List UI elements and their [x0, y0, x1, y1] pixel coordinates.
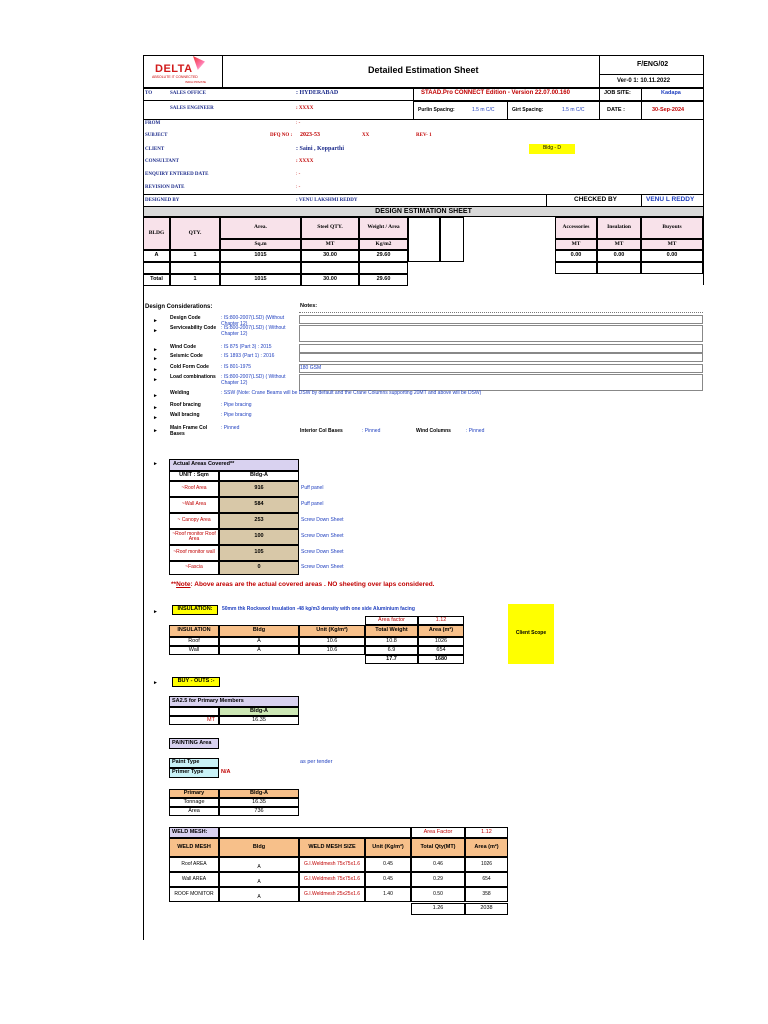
row-a-weight: 29.60	[359, 250, 408, 262]
job-site-value: Kadapa	[661, 90, 681, 96]
primer-label: Primer Type	[169, 768, 219, 778]
area-row-value: 916	[219, 481, 299, 497]
consideration-label: Main Frame Col Bases	[170, 425, 208, 437]
logo-tag: INDIA PRIVATE	[185, 80, 207, 84]
unit-ins: MT	[597, 239, 641, 250]
unit-buy: MT	[641, 239, 703, 250]
insulation-row-unit: 10.6	[299, 637, 365, 646]
weld-row-name: Roof AREA	[169, 857, 219, 872]
area-row-note: Screw Down Sheet	[301, 517, 344, 523]
bullet-icon: ►	[153, 367, 158, 373]
total-weight: 29.60	[359, 274, 408, 286]
areas-note: **Note: Above areas are the actual covered areas . NO sheeting over laps considered.	[171, 581, 435, 588]
ins-col-total: Total Weight	[365, 625, 418, 637]
primer-value: N/A	[221, 769, 231, 775]
areas-title: Actual Areas Covered**	[169, 459, 299, 471]
insulation-row-unit: 10.6	[299, 646, 365, 655]
row-a-ins: 0.00	[597, 250, 641, 262]
paint-tonnage-value: 16.35	[219, 798, 299, 807]
weld-total-qty: 1.26	[411, 903, 465, 915]
area-row-value: 105	[219, 545, 299, 561]
total-bldg: Total	[143, 274, 170, 286]
left-border	[143, 55, 144, 940]
checked-by-label: CHECKED BY	[574, 196, 617, 203]
weld-row-bldg: A	[219, 857, 299, 872]
row-a-acc: 0.00	[555, 250, 597, 262]
consideration-label: Wind Code	[170, 344, 197, 350]
insulation-row-name: Roof	[169, 637, 219, 646]
consideration-label: Serviceability Code	[170, 325, 217, 331]
col-steel: Steel QTY.	[301, 217, 359, 239]
bullet-icon: ►	[153, 356, 158, 362]
painting-title: PAINTING Area	[169, 738, 219, 749]
weld-row-size: G.I.Weldmesh 75x75x1.6	[299, 857, 365, 872]
consideration-label: Roof bracing	[170, 402, 201, 408]
weld-total-area: 2038	[465, 903, 508, 915]
area-row-value: 584	[219, 497, 299, 513]
logo-subtext: ABSOLUTE IT CONNECTED	[152, 75, 198, 79]
area-row-label: ~Fascia	[169, 561, 219, 575]
col-insulation: Insulation	[597, 217, 641, 239]
sa-bldg: Bldg-A	[219, 707, 299, 716]
wind-col-label: Wind Columns	[416, 428, 451, 434]
checked-by-value: VENU L REDDY	[646, 196, 695, 203]
row-a-qty: 1	[170, 250, 220, 262]
software-version: STAAD.Pro CONNECT Edition - Version 22.07.00.160	[421, 90, 570, 96]
paint-area-label: Area	[169, 807, 219, 816]
consideration-value: : IS 1893 (Part 1) : 2016	[221, 353, 275, 359]
consideration-label: Wall bracing	[170, 412, 200, 418]
subject-label: SUBJECT	[145, 133, 168, 138]
wind-col-value: : Pinned	[466, 428, 485, 434]
areas-bldg-label: Bldg-A	[219, 471, 299, 481]
revision-date-label: REVISION DATE	[145, 185, 185, 190]
to-label: TO	[145, 91, 153, 96]
dfq-value: 2023-53	[300, 132, 320, 138]
subject-xx: XX	[362, 133, 370, 138]
paint-type-value: as per tender	[300, 759, 333, 765]
ins-total-area: 1680	[418, 655, 464, 664]
bullet-icon: ►	[153, 461, 158, 467]
client-value: : Saini , Kopparthi	[296, 146, 345, 152]
col-buyouts: Buyouts	[641, 217, 703, 239]
consideration-label: Cold Form Code	[170, 364, 209, 370]
paint-primary-label: Primary	[169, 789, 219, 798]
bullet-icon: ►	[153, 609, 158, 615]
notes-label: Notes:	[300, 303, 318, 309]
insulation-row-total: 6.9	[365, 646, 418, 655]
row-a-steel: 30.00	[301, 250, 359, 262]
area-row-label: ~Wall Area	[169, 497, 219, 513]
ins-col-bldg: Bldg	[219, 625, 299, 637]
area-row-note: Screw Down Sheet	[301, 533, 344, 539]
unit-steel: MT	[301, 239, 359, 250]
area-row-note: Screw Down Sheet	[301, 549, 344, 555]
insulation-desc: 50mm thk Rockwool Insulation -48 kg/m3 density with one side Aluminium facing	[222, 606, 415, 612]
area-row-label: ~Roof Area	[169, 481, 219, 497]
insulation-tag: INSULATION:	[172, 605, 218, 615]
area-row-note: Screw Down Sheet	[301, 564, 344, 570]
consideration-label: Welding	[170, 390, 190, 396]
area-row-label: ~Roof monitor wall	[169, 545, 219, 561]
col-qty: QTY.	[170, 217, 220, 250]
consultant-label: CONSULTANT	[145, 159, 179, 164]
consideration-value: : SSW (Note: Crane Beams will be DSW by default and the Crane Columns supporting 20MT and above will be DSW)	[221, 390, 482, 396]
consideration-value: : Pinned	[221, 425, 240, 431]
weld-area-factor: 1.12	[465, 827, 508, 838]
bullet-icon: ►	[153, 318, 158, 324]
consideration-label: Design Code	[170, 315, 201, 321]
design-sheet-title: DESIGN ESTIMATION SHEET	[143, 206, 704, 217]
consideration-label: Load combinations	[170, 374, 216, 380]
bullet-icon: ►	[153, 428, 158, 434]
area-row-note: Puff panel	[301, 501, 324, 507]
weld-row-unit: 0.45	[365, 872, 411, 887]
bldg-tag: Bldg - D	[529, 144, 575, 154]
weld-row-total: 0.50	[411, 887, 465, 902]
girt-value: 1.5 m C/C	[562, 107, 585, 113]
sa-unit: MT	[169, 716, 219, 725]
col-accessories: Accessories	[555, 217, 597, 239]
weld-col-unit: Unit (Kg/m²)	[365, 838, 411, 857]
paint-type-label: Paint Type	[169, 758, 219, 768]
bullet-icon: ►	[153, 347, 158, 353]
interior-col-value: : Pinned	[362, 428, 381, 434]
designed-by-value: : VENU LAKSHMI REDDY	[296, 198, 358, 203]
weld-row-size: G.I.Weldmesh 75x75x1.6	[299, 872, 365, 887]
weld-row-unit: 0.45	[365, 857, 411, 872]
enquiry-value: : -	[296, 172, 301, 177]
from-label: FROM	[145, 121, 161, 126]
consideration-value: : IS:800-2007(LSD) ( Without Chapter 12)	[221, 325, 286, 337]
area-row-note: Puff panel	[301, 485, 324, 491]
enquiry-label: ENQUIRY ENTERED DATE	[145, 172, 209, 177]
considerations-title: Design Considerations:	[145, 304, 213, 310]
date-value: 30-Sep-2024	[652, 107, 685, 113]
paint-tonnage-label: Tonnage	[169, 798, 219, 807]
ins-area-factor: 1.12	[418, 616, 464, 625]
date-label: DATE :	[607, 107, 625, 113]
sales-engineer-value: : XXXX	[296, 106, 314, 111]
area-row-label: ~ Canopy Area	[169, 513, 219, 529]
consideration-value: : IS 801-1975	[221, 364, 252, 370]
insulation-row-bldg: A	[219, 637, 299, 646]
unit-acc: MT	[555, 239, 597, 250]
area-row-label: ~Roof monitor Roof Area	[169, 529, 219, 545]
total-qty: 1	[170, 274, 220, 286]
weld-col-total: Total Qty(MT)	[411, 838, 465, 857]
bullet-icon: ►	[153, 405, 158, 411]
client-label: CLIENT	[145, 147, 165, 152]
weld-col-size: WELD MESH SIZE	[299, 838, 365, 857]
weld-row-bldg: A	[219, 887, 299, 902]
consideration-value: : Pipe bracing	[221, 402, 252, 408]
unit-area: Sq.m	[220, 239, 301, 250]
gsm-value: 180 GSM	[300, 365, 322, 371]
weld-row-unit: 1.40	[365, 887, 411, 902]
bullet-icon: ►	[153, 328, 158, 334]
purlin-value: 1.5 m C/C	[472, 107, 495, 113]
total-area: 1015	[220, 274, 301, 286]
weld-col-mesh: WELD MESH	[169, 838, 219, 857]
col-weight: Weight / Area	[359, 217, 408, 239]
area-row-value: 253	[219, 513, 299, 529]
insulation-row-area: 1026	[418, 637, 464, 646]
consideration-value: : IS:800-2007(LSD) (Without Chapter 12)	[221, 315, 285, 327]
consideration-value: : Pipe bracing	[221, 412, 252, 418]
unit-weight: Kg/m2	[359, 239, 408, 250]
insulation-row-total: 10.8	[365, 637, 418, 646]
consultant-value: : XXXX	[296, 159, 314, 164]
row-a-area: 1015	[220, 250, 301, 262]
sa-title: SA2.5 for Primary Members	[169, 696, 299, 707]
job-site-label: JOB SITE:	[604, 90, 631, 96]
weld-row-area: 358	[465, 887, 508, 902]
weld-row-name: Wall AREA	[169, 872, 219, 887]
weld-row-total: 0.29	[411, 872, 465, 887]
consideration-value: : IS:800-2007(LSD) ( Without Chapter 12)	[221, 374, 286, 386]
ins-col-unit: Unit (Kg/m²)	[299, 625, 365, 637]
row-a-bldg: A	[143, 250, 170, 262]
sales-office-value: : HYDERABAD	[296, 90, 339, 96]
sa-value: 16.35	[219, 716, 299, 725]
purlin-label: Purlin Spacing:	[418, 107, 455, 113]
ins-total-weight: 17.7	[365, 655, 418, 664]
bullet-icon: ►	[153, 680, 158, 686]
weld-row-total: 0.46	[411, 857, 465, 872]
client-scope: Client Scope	[508, 604, 554, 664]
ins-col-area: Area (m²)	[418, 625, 464, 637]
col-bldg: BLDG	[143, 217, 170, 250]
paint-area-value: 736	[219, 807, 299, 816]
buyouts-tag: BUY - OUTS :-	[172, 677, 220, 687]
area-row-value: 0	[219, 561, 299, 575]
designed-by-label: DESIGNED BY	[145, 198, 180, 203]
weld-row-area: 1026	[465, 857, 508, 872]
insulation-row-bldg: A	[219, 646, 299, 655]
row-a-buy: 0.00	[641, 250, 703, 262]
paint-bldg-label: Bldg-A	[219, 789, 299, 798]
version: Ver-0 1: 10.11.2022	[617, 78, 671, 84]
insulation-row-area: 654	[418, 646, 464, 655]
col-area: Area.	[220, 217, 301, 239]
ins-col-insulation: INSULATION	[169, 625, 219, 637]
sales-engineer-label: SALES ENGINEER	[170, 106, 214, 111]
areas-unit-label: UNIT : Sqm	[169, 471, 219, 481]
weld-row-name: ROOF MONITOR	[169, 887, 219, 902]
form-code: F/ENG/02	[637, 61, 669, 68]
bullet-icon: ►	[153, 377, 158, 383]
ins-area-factor-label: Area factor	[365, 616, 418, 625]
bullet-icon: ►	[153, 415, 158, 421]
weld-col-area: Area (m²)	[465, 838, 508, 857]
dfq-label: DFQ NO :	[270, 133, 293, 138]
sales-office-label: SALES OFFICE	[170, 91, 206, 96]
consideration-value: : IS 875 (Part 3) : 2015	[221, 344, 272, 350]
bullet-icon: ►	[153, 393, 158, 399]
interior-col-label: Interior Col Bases	[300, 428, 343, 434]
girt-label: Girt Spacing:	[512, 107, 544, 113]
weld-col-bldg: Bldg	[219, 838, 299, 857]
weld-area-factor-label: Area Factor	[411, 827, 465, 838]
logo: DELTA	[155, 63, 193, 75]
page-title: Detailed Estimation Sheet	[368, 65, 479, 75]
revision-date-value: : -	[296, 185, 301, 190]
from-value: : -	[296, 121, 301, 126]
weld-row-size: G.I.Weldmesh 25x25x1.6	[299, 887, 365, 902]
weld-row-bldg: A	[219, 872, 299, 887]
area-row-value: 100	[219, 529, 299, 545]
total-steel: 30.00	[301, 274, 359, 286]
weld-row-area: 654	[465, 872, 508, 887]
weld-title: WELD MESH:	[169, 827, 219, 838]
insulation-row-name: Wall	[169, 646, 219, 655]
consideration-label: Seismic Code	[170, 353, 203, 359]
revision-number: REV- 1	[416, 133, 432, 138]
